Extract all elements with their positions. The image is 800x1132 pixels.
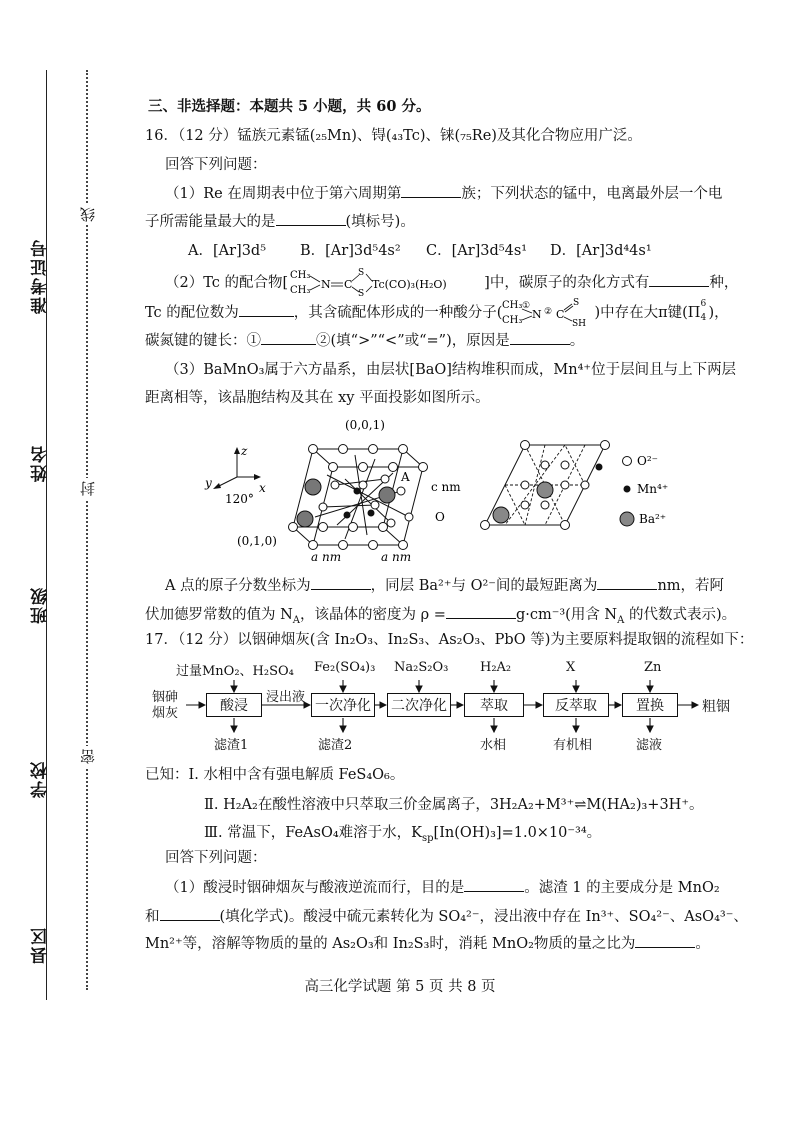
answer-blank[interactable] [649,272,709,287]
answer-blank[interactable] [597,575,657,590]
q17-q1d: (填化学式)。酸浸中硫元素转化为 SO₄²⁻，浸出液中存在 In³⁺、SO₄²⁻、AsO₄³⁻、 [219,909,748,925]
legend-o-label: O²⁻ [637,454,658,468]
q17-part1-line2 [145,906,748,927]
acid-sh-group: SH [572,319,587,329]
option-c: C．[Ar]3d⁵4s¹ [426,243,528,259]
output-residue-1: 滤渣1 [214,738,249,753]
q17-known-1: 已知：Ⅰ. 水相中含有强电解质 FeS₄O₆。 [145,767,405,783]
projection-atoms [481,441,610,530]
coord-top-label: (0,0,1) [345,418,385,432]
origin-label: O [435,510,445,524]
q16-p3g: ，该晶体的密度为 ρ = [300,607,446,623]
reagent-replace: Zn [644,660,662,675]
tc-fragment: Tc(CO)₃(H₂O) [372,278,447,291]
answer-blank[interactable] [239,302,294,317]
point-a-label: A [401,470,410,484]
q16-p3c: A 点的原子分数坐标为 [165,578,311,594]
c-atom: C [344,278,353,291]
q16-p3h: g·cm⁻³(用含 N [515,607,618,623]
answer-blank[interactable] [635,933,695,948]
q16-part3-line4 [145,604,736,631]
seal-word-feng: 封 [77,478,98,499]
reagent-extract: H₂A₂ [480,660,512,675]
axes-icon [204,444,266,506]
c-length-label: c nm [431,480,461,494]
answer-blank[interactable] [401,183,461,198]
q17-q1b: 。滤渣 1 的主要成分是 MnO₂ [524,880,720,896]
answer-blank[interactable] [160,906,220,921]
q16-p3d: ，同层 Ba²⁺与 O²⁻间的最短距离为 [370,578,598,594]
q16-p1c: 子所需能量最大的是 [145,214,276,230]
acid-n-atom: N [532,308,543,321]
q16-p2f: )中存在大π键(Π [594,305,701,321]
axis-x-label: x [259,481,266,495]
q16-p2c: 种， [709,275,739,291]
option-d: D．[Ar]3d⁴4s¹ [550,243,652,259]
field-name: 姓名 [31,444,51,482]
acid-s-atom: S [573,298,580,308]
q16-p3i: 的代数式表示)。 [624,607,737,623]
q16-p2e: ，其含硫配体形成的一种酸分子( [293,305,503,321]
q16-part1-line2 [145,211,415,232]
known3-text: Ⅲ. 常温下，FeAsO₄难溶于水，K [204,825,422,841]
na-subscript: A [292,614,301,626]
q16-part3-line3 [165,575,724,596]
acid-structure [502,296,594,329]
acid-c-atom: C [556,308,565,321]
q16-part2-line2 [145,298,729,329]
q16-p2d: Tc 的配位数为 [145,305,239,321]
step-replace: 置换 [622,693,678,717]
option-b: B．[Ar]3d⁵4s² [300,243,401,259]
q17-part1-line3 [145,933,710,954]
step-acid-leach: 酸浸 [206,693,262,717]
field-exam-number: 准考证号 [31,238,51,314]
acid-molecule [502,298,594,329]
step-back-extract: 反萃取 [543,693,609,717]
answer-blank[interactable] [446,604,516,619]
feedstock-label: 铟砷烟灰 [152,690,179,721]
pi-superscript: 6 [700,299,707,309]
dithiocarbamate-ligand [288,268,447,299]
q16-p2a: （2）Tc 的配合物[ [165,275,289,291]
step-extract: 萃取 [464,693,524,717]
ch3-top: CH₃ [290,270,311,281]
q16-answer-prompt: 回答下列问题： [165,157,267,173]
bond-label-2: ② [544,307,553,317]
legend-mn-label: Mn⁴⁺ [637,482,669,496]
q16-p2h: 碳氮键的键长：① [145,333,261,349]
answer-blank[interactable] [311,575,371,590]
pi-subscript: 4 [700,313,707,323]
acid-ch3-top: CH₃ [502,300,523,311]
axis-z-label: z [241,444,248,458]
crystal-diagram [195,415,669,565]
s-atom-top: S [358,268,365,278]
q16-part3-line2: 距离相等，该晶胞结构及其在 xy 平面投影如图所示。 [145,390,490,406]
q17-part1-line1 [165,877,720,898]
field-district: 县区 [31,926,51,964]
binding-line [46,70,47,1000]
projection-legend [620,454,668,526]
field-class: 班级 [31,586,51,624]
q16-p3f: 伏加德罗常数的值为 N [145,607,293,623]
a-length-label-2: a nm [381,550,412,564]
q16-part1-line1 [165,183,722,204]
pi-indices [700,299,708,323]
seal-word-mi: 密 [77,746,98,767]
a-length-label-1: a nm [311,550,342,564]
legend-ba-label: Ba²⁺ [639,512,667,526]
reagent-acid-leach: 过量MnO₂、H₂SO₄ [176,664,294,679]
leachate-label: 浸出液 [266,690,306,705]
known3-text-b: [In(OH)₃]=1.0×10⁻³⁴。 [433,825,602,841]
acid-ch3-bottom: CH₃ [502,315,523,326]
q16-p3e: nm，若阿 [657,578,725,594]
step-first-purify: 一次净化 [311,693,375,717]
q17-q1e: Mn²⁺等，溶解等物质的量的 As₂O₃和 In₂S₃时，消耗 MnO₂物质的量之比为 [145,936,636,952]
ksp-subscript: sp [422,832,434,844]
q16-part2-line3 [145,330,584,351]
angle-label: 120° [225,492,254,506]
q17-known-2: Ⅱ. H₂A₂在酸性溶液中只萃取三价金属离子，3H₂A₂+M³⁺⇌M(HA₂)₃+3H⁺。 [204,797,704,813]
s-atom-bottom: S [358,289,365,299]
q16-p1a: （1）Re 在周期表中位于第六周期第 [165,186,402,202]
q16-p1b: 族；下列状态的锰中，电离最外层一个电 [461,186,723,202]
q16-part2-line1 [165,268,739,299]
atoms [289,445,428,550]
answer-blank[interactable] [276,211,346,226]
output-aqueous: 水相 [480,738,507,753]
output-filtrate: 滤液 [636,738,663,753]
reagent-second-purify: Na₂S₂O₃ [394,660,449,675]
flow-arrows [150,672,710,738]
q17-q1c: 和 [145,909,160,925]
q17-heading: 17．（12 分）以铟砷烟灰(含 In₂O₃、In₂S₃、As₂O₃、PbO 等)为主要原料提取铟的流程如下： [145,632,754,648]
q17-known-3 [204,823,601,849]
seal-word-xian: 线 [77,204,98,225]
answer-blank[interactable] [510,330,570,345]
coord-bottom-label: (0,1,0) [237,534,277,548]
q16-heading: 16．（12 分）锰族元素锰(₂₅Mn)、锝(₄₃Tc)、铼(₇₅Re)及其化合物应用广泛。 [145,128,642,144]
step-second-purify: 二次净化 [387,693,451,717]
output-organic: 有机相 [553,738,593,753]
option-a: A．[Ar]3d⁵ [188,243,267,259]
q17-q1a: （1）酸浸时铟砷烟灰与酸液逆流而行，目的是 [165,880,465,896]
q17-answer-prompt: 回答下列问题： [165,850,267,866]
answer-blank[interactable] [261,330,316,345]
axis-y-label: y [205,476,212,490]
ligand-structure [288,266,447,299]
unit-cell [293,449,423,545]
answer-blank[interactable] [464,877,524,892]
ch3-bottom: CH₃ [290,285,311,296]
field-school: 学校 [31,760,51,798]
product-label: 粗铟 [702,699,730,715]
n-atom: N [321,278,331,291]
reagent-first-purify: Fe₂(SO₄)₃ [314,660,376,675]
bond-label-1: ① [522,301,531,311]
na-subscript-2: A [617,614,625,626]
q16-p2j: 。 [569,333,585,349]
q16-p2b: ]中，碳原子的杂化方式有 [484,275,650,291]
q17-q1f: 。 [695,936,710,952]
section-title: 三、非选择题：本题共 5 小题，共 60 分。 [148,98,431,115]
page-footer: 高三化学试题 第 5 页 共 8 页 [304,979,496,995]
q16-p2g: )， [708,305,729,321]
q16-part3-line1: （3）BaMnO₃属于六方晶系，由层状[BaO]结构堆积而成，Mn⁴⁺位于层间且与上下两层 [165,362,737,378]
q16-p2i: ②(填“>”“<”或“=”)，原因是 [316,333,510,349]
reagent-back-extract: X [566,660,576,675]
output-residue-2: 滤渣2 [318,738,353,753]
q16-p1d: (填标号)。 [345,214,415,230]
